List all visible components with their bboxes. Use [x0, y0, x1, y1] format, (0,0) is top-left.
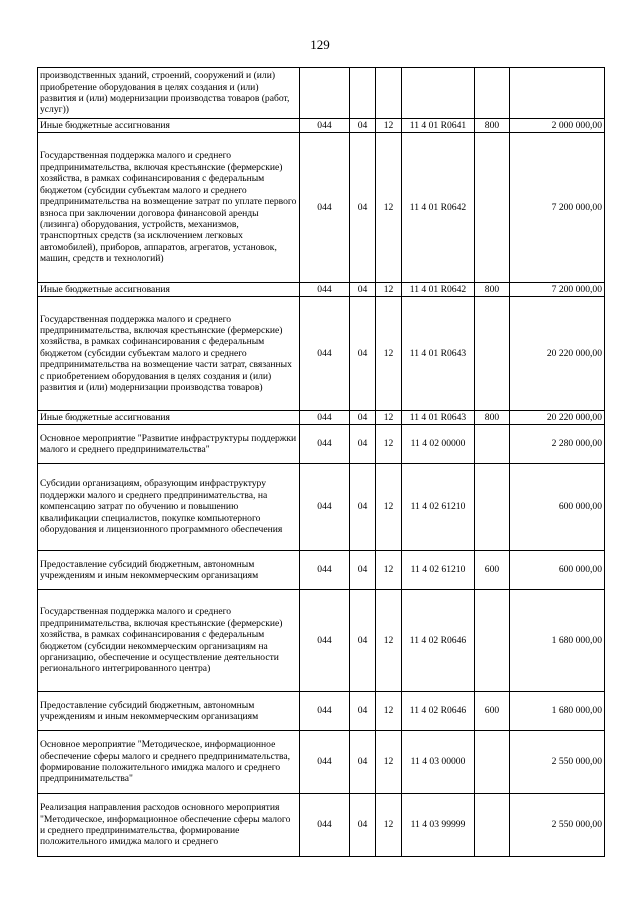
target-article-code: 11 4 03 00000 [402, 731, 475, 794]
subsection-code: 12 [376, 283, 402, 297]
section-code: 04 [350, 297, 376, 411]
amount: 2 280 000,00 [510, 425, 605, 464]
section-code: 04 [350, 794, 376, 857]
amount: 2 550 000,00 [510, 731, 605, 794]
section-code [350, 68, 376, 119]
page-number: 129 [310, 37, 330, 52]
amount [510, 68, 605, 119]
table-row [38, 731, 605, 794]
amount: 1 680 000,00 [510, 590, 605, 692]
ved-code: 044 [300, 283, 350, 297]
target-article-code: 11 4 01 R0642 [402, 133, 475, 283]
row-name: Предоставление субсидий бюджетным, автономным учреждениям и иным некоммерческим организациям [38, 692, 300, 731]
amount: 7 200 000,00 [510, 133, 605, 283]
budget-table-body [38, 68, 605, 857]
ved-code: 044 [300, 590, 350, 692]
ved-code: 044 [300, 411, 350, 425]
section-code: 04 [350, 283, 376, 297]
expense-type-code: 600 [475, 551, 510, 590]
row-name: Государственная поддержка малого и среднего предпринимательства, включая крестьянские (фермерские) хозяйства, в рамках софинансирования с федеральным бюджетом (субсидии некоммерческим организациям на организацию, обеспечение и осуществление деятельности регионального интегрированного центра) [38, 590, 300, 692]
amount: 20 220 000,00 [510, 297, 605, 411]
row-name: Субсидии организациям, образующим инфраструктуру поддержки малого и среднего предпринимательства, на компенсацию затрат по обучению и повышению квалификации специалистов, покупке компьютерного оборудования и лицензионного программного обеспечения [38, 464, 300, 551]
row-name: Государственная поддержка малого и среднего предпринимательства, включая крестьянские (фермерские) хозяйства, в рамках софинансирования с федеральным бюджетом (субсидии субъектам малого и среднего предпринимательства на возмещение затрат по уплате первого взноса при заключении договора финансовой аренды (лизинга) оборудования, устройств, механизмов, транспортных средств (за исключением легковых автомобилей), приборов, аппаратов, агрегатов, установок, машин, средств и технологий) [38, 133, 300, 283]
subsection-code: 12 [376, 464, 402, 551]
section-code: 04 [350, 692, 376, 731]
expense-type-code [475, 794, 510, 857]
subsection-code [376, 68, 402, 119]
ved-code: 044 [300, 794, 350, 857]
expense-type-code: 800 [475, 411, 510, 425]
section-code: 04 [350, 731, 376, 794]
amount: 600 000,00 [510, 551, 605, 590]
target-article-code: 11 4 02 00000 [402, 425, 475, 464]
expense-type-code [475, 464, 510, 551]
ved-code [300, 68, 350, 119]
table-row [38, 794, 605, 857]
table-row [38, 119, 605, 133]
ved-code: 044 [300, 297, 350, 411]
target-article-code: 11 4 02 61210 [402, 551, 475, 590]
target-article-code: 11 4 01 R0642 [402, 283, 475, 297]
section-code: 04 [350, 119, 376, 133]
target-article-code: 11 4 01 R0643 [402, 411, 475, 425]
table-row [38, 283, 605, 297]
target-article-code: 11 4 03 99999 [402, 794, 475, 857]
section-code: 04 [350, 411, 376, 425]
row-name: Основное мероприятие "Развитие инфраструктуры поддержки малого и среднего предпринимательства" [38, 425, 300, 464]
table-row [38, 551, 605, 590]
row-name: Иные бюджетные ассигнования [38, 411, 300, 425]
subsection-code: 12 [376, 794, 402, 857]
subsection-code: 12 [376, 692, 402, 731]
table-row [38, 425, 605, 464]
budget-table [37, 67, 605, 857]
table-row [38, 133, 605, 283]
section-code: 04 [350, 464, 376, 551]
subsection-code: 12 [376, 551, 402, 590]
amount: 2 000 000,00 [510, 119, 605, 133]
subsection-code: 12 [376, 133, 402, 283]
ved-code: 044 [300, 464, 350, 551]
table-row [38, 411, 605, 425]
target-article-code: 11 4 02 R0646 [402, 590, 475, 692]
ved-code: 044 [300, 119, 350, 133]
table-row [38, 297, 605, 411]
amount: 20 220 000,00 [510, 411, 605, 425]
table-row [38, 590, 605, 692]
expense-type-code [475, 297, 510, 411]
target-article-code: 11 4 01 R0643 [402, 297, 475, 411]
row-name: Основное мероприятие "Методическое, информационное обеспечение сферы малого и среднего предпринимательства, формирование положительного имиджа малого и среднего предпринимательства" [38, 731, 300, 794]
subsection-code: 12 [376, 590, 402, 692]
ved-code: 044 [300, 133, 350, 283]
table-row [38, 68, 605, 119]
row-name: Предоставление субсидий бюджетным, автономным учреждениям и иным некоммерческим организациям [38, 551, 300, 590]
row-name: Иные бюджетные ассигнования [38, 119, 300, 133]
expense-type-code: 800 [475, 283, 510, 297]
ved-code: 044 [300, 551, 350, 590]
table-row [38, 464, 605, 551]
target-article-code: 11 4 02 61210 [402, 464, 475, 551]
table-row [38, 692, 605, 731]
ved-code: 044 [300, 692, 350, 731]
expense-type-code [475, 731, 510, 794]
subsection-code: 12 [376, 411, 402, 425]
section-code: 04 [350, 425, 376, 464]
expense-type-code: 800 [475, 119, 510, 133]
ved-code: 044 [300, 731, 350, 794]
target-article-code: 11 4 01 R0641 [402, 119, 475, 133]
expense-type-code [475, 133, 510, 283]
section-code: 04 [350, 590, 376, 692]
expense-type-code [475, 425, 510, 464]
row-name: Иные бюджетные ассигнования [38, 283, 300, 297]
row-name: Государственная поддержка малого и среднего предпринимательства, включая крестьянские (фермерские) хозяйства, в рамках софинансирования с федеральным бюджетом (субсидии субъектам малого и среднего предпринимательства на возмещение части затрат, связанных с приобретением оборудования в целях создания и (или) развития и (или) модернизации производства товаров) [38, 297, 300, 411]
target-article-code: 11 4 02 R0646 [402, 692, 475, 731]
section-code: 04 [350, 133, 376, 283]
row-name: производственных зданий, строений, сооружений и (или) приобретение оборудования в целях создания и (или) развития и (или) модернизации производства товаров (работ, услуг)) [38, 68, 300, 119]
subsection-code: 12 [376, 731, 402, 794]
expense-type-code [475, 68, 510, 119]
section-code: 04 [350, 551, 376, 590]
subsection-code: 12 [376, 425, 402, 464]
amount: 1 680 000,00 [510, 692, 605, 731]
expense-type-code: 600 [475, 692, 510, 731]
subsection-code: 12 [376, 119, 402, 133]
ved-code: 044 [300, 425, 350, 464]
row-name: Реализация направления расходов основного мероприятия "Методическое, информационное обеспечение сферы малого и среднего предпринимательства, формирование положительного имиджа малого и среднего [38, 794, 300, 857]
subsection-code: 12 [376, 297, 402, 411]
target-article-code [402, 68, 475, 119]
amount: 600 000,00 [510, 464, 605, 551]
amount: 7 200 000,00 [510, 283, 605, 297]
expense-type-code [475, 590, 510, 692]
amount: 2 550 000,00 [510, 794, 605, 857]
